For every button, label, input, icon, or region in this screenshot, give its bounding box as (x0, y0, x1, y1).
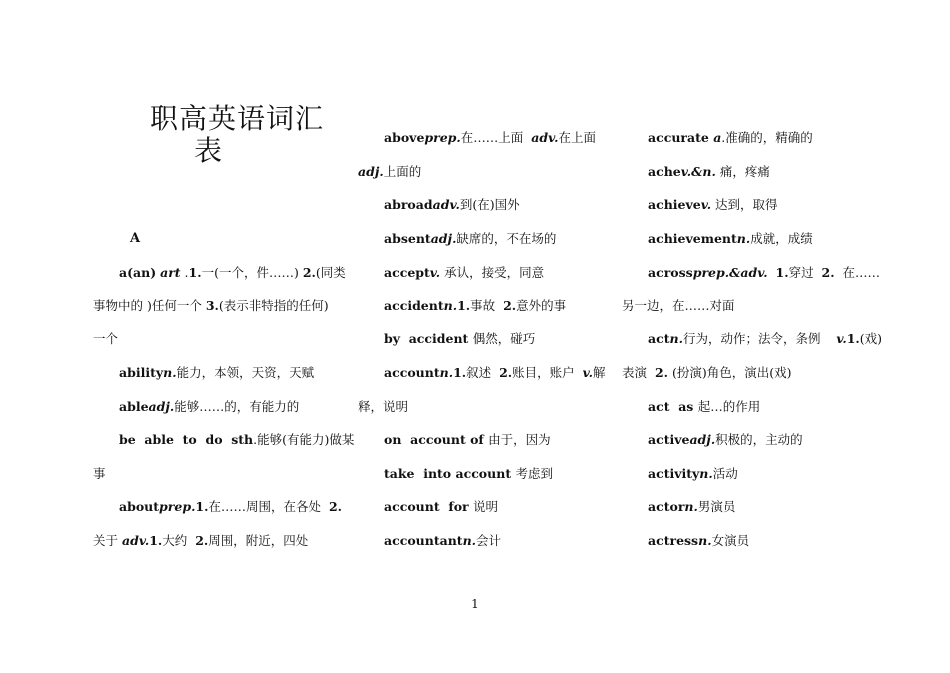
vocab-text: adj. (148, 399, 175, 414)
vocab-text: 成就，成绩 (750, 231, 813, 246)
vocab-text: n. (163, 365, 177, 380)
vocab-text: 2. (499, 365, 513, 380)
vocab-text: across (648, 265, 693, 280)
page-number: 1 (471, 597, 479, 611)
vocab-text: v. (582, 365, 593, 380)
vocab-line (648, 398, 760, 416)
vocab-text: 周围，附近，四处 (208, 533, 309, 548)
vocab-text: 2. (821, 265, 835, 280)
vocab-text: adj. (430, 231, 457, 246)
vocab-text: n. (462, 533, 477, 548)
vocab-line (93, 465, 106, 483)
vocab-text: a (713, 130, 722, 145)
vocab-line (648, 498, 735, 516)
vocab-text: 大约 (162, 533, 196, 548)
page-title (150, 103, 345, 167)
vocab-line (93, 532, 308, 550)
section-letter: A (129, 231, 141, 246)
vocab-text: 起…的作用 (697, 399, 761, 414)
vocab-text: .准确的，精确的 (721, 130, 813, 145)
title-line-2: 表 (194, 134, 224, 167)
vocab-text: act (648, 331, 670, 346)
vocab-line (93, 330, 118, 348)
vocab-line (648, 196, 778, 214)
vocab-text: 1. (775, 265, 789, 280)
vocab-line (384, 330, 535, 348)
vocab-line (358, 398, 408, 416)
vocab-line (622, 297, 735, 315)
vocab-text: 2. (654, 365, 669, 380)
vocab-line (93, 297, 329, 315)
vocab-text: . (180, 265, 189, 280)
vocab-text: 1. (453, 365, 467, 380)
vocab-text: n. (684, 499, 698, 514)
vocab-text: achieve (648, 197, 701, 212)
vocab-text: on account of (384, 432, 489, 447)
vocab-text: 偶然，碰巧 (472, 331, 536, 346)
vocab-text: 承认，接受，同意 (440, 265, 545, 280)
vocab-text: 2. (195, 533, 209, 548)
vocab-text: (戏) (859, 331, 883, 346)
vocab-text: accident (384, 298, 444, 313)
vocab-text: 一(一个，件……) (201, 265, 303, 280)
vocab-text: 意外的事 (516, 298, 567, 313)
vocab-text: (表示非特指的任何) (218, 298, 329, 313)
vocab-text: 上面的 (383, 164, 422, 179)
vocab-line (384, 129, 596, 147)
vocab-line (648, 230, 813, 248)
vocab-text: 2. (328, 499, 342, 514)
vocab-line (648, 330, 883, 348)
vocab-text: 表演 (622, 365, 655, 380)
vocab-text: 在上面 (558, 130, 596, 145)
vocab-text: above (384, 130, 425, 145)
vocab-text: 行为，动作；法令，条例 (682, 331, 837, 346)
vocab-text: 说明 (472, 499, 498, 514)
vocab-text: able (119, 399, 149, 414)
vocab-text: account (384, 365, 440, 380)
vocab-text: actress (648, 533, 699, 548)
vocab-text: n. (439, 365, 454, 380)
vocab-text: take into account (384, 466, 516, 481)
vocab-line (648, 264, 881, 282)
vocab-text: 叙述 (466, 365, 500, 380)
vocab-text (768, 264, 776, 282)
vocab-text: 在……周围，在各处 (208, 499, 329, 514)
vocab-text: 考虑到 (515, 466, 553, 481)
vocab-text: 事故 (470, 298, 504, 313)
vocab-text: 女演员 (711, 533, 750, 548)
vocab-text: 解 (592, 365, 606, 380)
vocab-line (384, 230, 556, 248)
vocab-text: ability (119, 365, 164, 380)
vocab-text: accept (384, 265, 430, 280)
vocab-text: accurate (648, 130, 714, 145)
vocab-line (119, 431, 354, 449)
vocab-text: 1. (457, 298, 471, 313)
vocab-text: 能够……的，有能力的 (174, 399, 300, 414)
vocab-text: adj. (358, 164, 384, 179)
vocab-text: 会计 (476, 533, 502, 548)
vocab-text: 活动 (712, 466, 738, 481)
title-line-1: 职高英语词汇 (150, 102, 325, 135)
vocab-text: .能够(有能力)做某 (253, 432, 355, 447)
vocab-text: v.&n. (680, 164, 716, 179)
vocab-line (119, 264, 346, 282)
vocab-line (119, 498, 342, 516)
vocab-text: 缺席的，不在场的 (456, 231, 557, 246)
vocab-text: 释，说明 (358, 399, 409, 414)
vocab-text: v. (429, 265, 441, 280)
vocab-text: 事 (93, 466, 106, 481)
vocab-text: ache (648, 164, 681, 179)
vocab-text: 2. (503, 298, 517, 313)
vocab-text: 另一边，在……对面 (622, 298, 735, 313)
vocab-line (384, 498, 498, 516)
vocab-line (358, 163, 421, 181)
vocab-text: art (160, 265, 181, 280)
vocab-text: prep.&adv. (692, 265, 768, 280)
vocab-text: adv. (432, 197, 460, 212)
vocab-text: v. (836, 331, 847, 346)
vocab-text: be able to do sth (119, 432, 254, 447)
vocab-text: prep. (424, 130, 461, 145)
vocab-text: active (648, 432, 690, 447)
vocab-line (648, 431, 803, 449)
vocab-text: accountant (384, 533, 463, 548)
vocab-text: 2. (302, 265, 316, 280)
vocab-text: 达到，取得 (711, 197, 778, 212)
vocab-text: n. (698, 533, 712, 548)
vocab-text: a(an) (119, 265, 157, 280)
vocab-text: act as (648, 399, 698, 414)
vocab-text: 在…… (834, 265, 881, 280)
vocab-line (648, 163, 770, 181)
vocab-line (119, 364, 314, 382)
vocab-text: 到(在)国外 (459, 197, 520, 212)
vocab-text: by accident (384, 331, 473, 346)
vocab-line (648, 532, 749, 550)
vocab-text: v. (700, 197, 712, 212)
vocab-text: absent (384, 231, 431, 246)
vocab-text: adv. (531, 130, 559, 145)
vocab-text: 3. (205, 298, 219, 313)
vocab-line (648, 465, 738, 483)
vocab-text: 1. (195, 499, 209, 514)
vocab-text: about (119, 499, 160, 514)
vocab-line (119, 398, 299, 416)
vocab-text: prep. (159, 499, 196, 514)
vocab-text: 痛，疼痛 (715, 164, 770, 179)
vocab-text: 账目，账户 (512, 365, 583, 380)
vocab-line (384, 364, 606, 382)
vocab-text: n. (699, 466, 713, 481)
vocab-text: 1. (846, 331, 860, 346)
vocab-line (384, 297, 566, 315)
vocab-text: activity (648, 466, 700, 481)
vocab-text: 事物中的 )任何一个 (93, 298, 206, 313)
vocab-line (384, 264, 544, 282)
vocab-text: 一个 (93, 331, 119, 346)
vocab-text: 由于，因为 (488, 432, 551, 447)
vocab-text: 穿过 (788, 265, 822, 280)
vocab-text: 积极的，主动的 (715, 432, 803, 447)
vocab-text: n. (669, 331, 683, 346)
vocab-text: 男演员 (697, 499, 736, 514)
vocab-line (384, 431, 551, 449)
vocab-text: (扮演)角色，演出(戏) (668, 365, 792, 380)
vocab-text: n. (443, 298, 458, 313)
vocab-line (648, 129, 813, 147)
vocab-text: n. (736, 231, 751, 246)
vocab-text: abroad (384, 197, 433, 212)
vocab-line (384, 532, 501, 550)
vocab-line (622, 364, 792, 382)
vocab-line (384, 465, 553, 483)
vocab-text: 能力，本领，天资，天赋 (176, 365, 315, 380)
vocab-line (384, 196, 520, 214)
vocab-text: 在……上面 (460, 130, 532, 145)
vocab-text: achievement (648, 231, 737, 246)
vocab-text: 1. (188, 265, 202, 280)
vocab-text: 关于 (93, 533, 122, 548)
vocab-text: (同类 (315, 265, 346, 280)
vocab-text: account for (384, 499, 473, 514)
vocab-text: actor (648, 499, 685, 514)
vocab-text: adj. (689, 432, 716, 447)
vocab-text: 1. (149, 533, 163, 548)
vocab-text: adv. (121, 533, 150, 548)
